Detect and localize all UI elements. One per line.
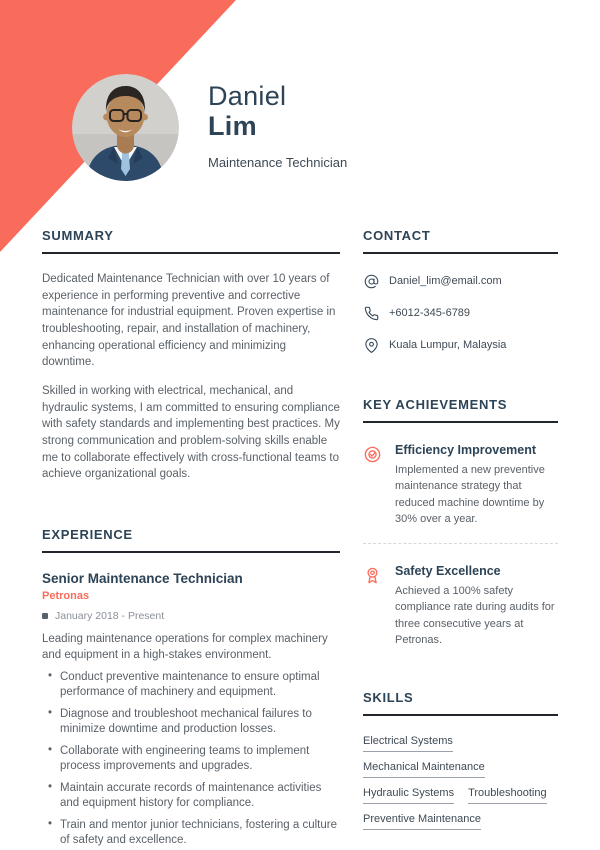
contact-row-email — [363, 273, 558, 289]
achievement-content — [395, 564, 558, 648]
experience-bullet: • Train and mentor junior technicians, fostering a culture of safety and excellence. — [42, 818, 340, 848]
experience-job-title: Senior Maintenance Technician — [42, 571, 243, 587]
first-name: Daniel — [208, 81, 287, 111]
experience-entry — [42, 571, 340, 850]
contact-heading: CONTACT — [363, 228, 431, 243]
contact-section — [363, 228, 558, 353]
contact-email[interactable]: Daniel_lim@email.com — [389, 275, 502, 287]
skills-heading: SKILLS — [363, 690, 414, 706]
experience-bullet: • Collaborate with engineering teams to implement process improvements and upgrades. — [42, 744, 340, 774]
calendar-icon — [42, 613, 48, 619]
summary-section — [42, 228, 340, 483]
summary-paragraph: Dedicated Maintenance Technician with over 10 years of experience in performing preventive and corrective maintenance for industrial equipment. Proven expertise in troubleshooting, repair, and installation of machinery, enhancing operational efficiency and minimizing downtime. — [42, 273, 336, 369]
achievement-text: Achieved a 100% safety compliance rate during audits for three consecutive years at Petronas. — [395, 585, 555, 646]
experience-bullet-list — [42, 670, 340, 847]
dotted-divider — [363, 543, 558, 544]
contact-row-location — [363, 337, 558, 353]
left-column — [42, 228, 340, 850]
skill-item: Hydraulic Systems — [363, 787, 454, 804]
key-achievements-rule — [363, 421, 558, 423]
skill-item: Mechanical Maintenance — [363, 761, 485, 778]
achievement-item — [363, 443, 558, 527]
medal-icon — [363, 564, 383, 648]
achievement-item — [363, 564, 558, 648]
key-achievements-section — [363, 397, 558, 648]
achievement-text: Implemented a new preventive maintenance strategy that reduced machine downtime by 30% over a year. — [395, 464, 545, 525]
skills-list — [363, 735, 558, 830]
experience-heading: EXPERIENCE — [42, 527, 133, 543]
skills-rule — [363, 714, 558, 716]
profile-photo-illustration — [72, 74, 179, 181]
profile-photo — [72, 74, 179, 181]
summary-paragraph: Skilled in working with electrical, mechanical, and hydraulic systems, I am committed to ensuring compliance with safety standards and implementing best practices. My strong communication and problem-solving skills enable me to collaborate effectively with cross-functional teams to achieve organizational goals. — [42, 385, 340, 481]
experience-bullet: • Conduct preventive maintenance to ensure optimal performance of machinery and equipment. — [42, 670, 340, 700]
header-job-title: Maintenance Technician — [208, 155, 348, 171]
contact-location: Kuala Lumpur, Malaysia — [389, 339, 507, 351]
last-name: Lim — [208, 110, 257, 141]
experience-bullet: • Diagnose and troubleshoot mechanical failures to minimize downtime and production losses. — [42, 707, 340, 737]
phone-icon — [363, 305, 379, 321]
key-achievements-heading: KEY ACHIEVEMENTS — [363, 397, 508, 412]
achievement-content — [395, 443, 558, 527]
experience-company: Petronas — [42, 590, 90, 603]
skill-item: Preventive Maintenance — [363, 813, 481, 830]
summary-rule — [42, 252, 340, 254]
location-pin-icon — [363, 337, 379, 353]
experience-rule — [42, 551, 340, 553]
experience-date-row — [42, 610, 340, 622]
summary-heading: SUMMARY — [42, 228, 114, 243]
contact-row-phone — [363, 305, 558, 321]
skill-item: Troubleshooting — [468, 787, 546, 804]
achievement-title: Safety Excellence — [395, 564, 501, 579]
skills-section — [363, 690, 558, 830]
achievement-title: Efficiency Improvement — [395, 443, 537, 457]
experience-dates: January 2018 - Present — [55, 610, 165, 623]
right-column — [363, 228, 558, 830]
experience-description: Leading maintenance operations for complex machinery and equipment in a high-stakes environment. — [42, 633, 328, 662]
target-icon — [363, 443, 383, 527]
name-block — [208, 82, 347, 170]
skill-item: Electrical Systems — [363, 735, 453, 752]
experience-section — [42, 527, 340, 850]
experience-bullet: • Maintain accurate records of maintenance activities and equipment history for compliance. — [42, 781, 340, 811]
contact-phone: +6012-345-6789 — [389, 307, 471, 319]
contact-rule — [363, 252, 558, 254]
at-icon — [363, 273, 379, 289]
